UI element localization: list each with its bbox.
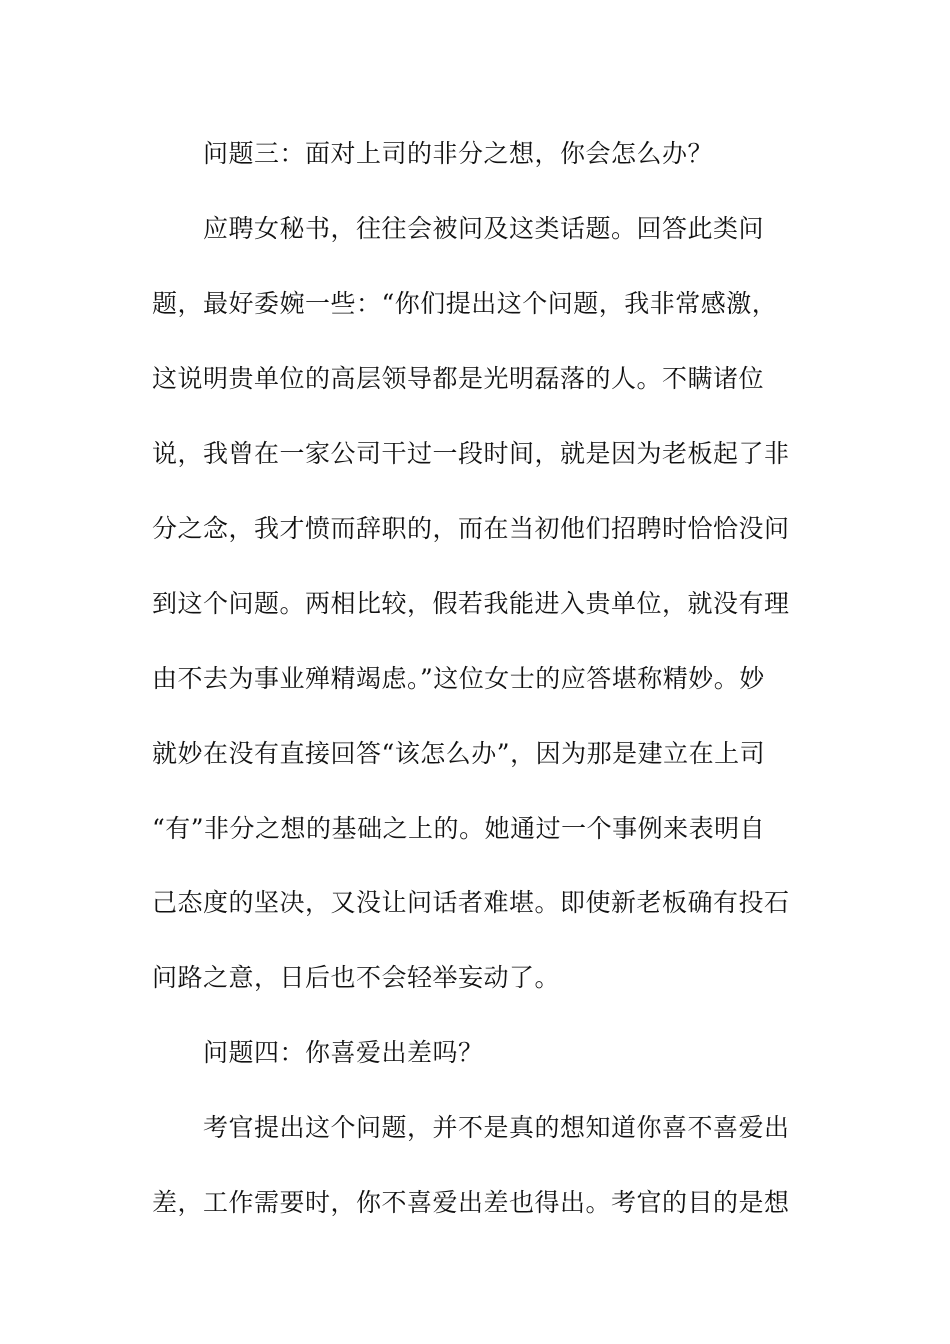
paragraph-line: “有”非分之想的基础之上的。她通过一个事例来表明自	[152, 814, 766, 843]
paragraph-line: 己态度的坚决，又没让问话者难堪。即使新老板确有投石	[152, 888, 790, 917]
question-four-heading: 问题四：你喜爱出差吗？	[203, 1038, 484, 1067]
paragraph-line: 就妙在没有直接回答“该怎么办”，因为那是建立在上司	[152, 739, 766, 768]
paragraph-line: 到这个问题。两相比较，假若我能进入贵单位，就没有理	[152, 589, 790, 618]
paragraph-line: 考官提出这个问题，并不是真的想知道你喜不喜爱出	[203, 1113, 790, 1142]
paragraph-line: 这说明贵单位的高层领导都是光明磊落的人。不瞒诸位	[152, 364, 765, 393]
paragraph-line: 由不去为事业殚精竭虑。”这位女士的应答堪称精妙。妙	[152, 664, 765, 693]
paragraph-line: 差，工作需要时，你不喜爱出差也得出。考官的目的是想	[152, 1188, 790, 1217]
paragraph-line: 问路之意，日后也不会轻举妄动了。	[152, 963, 561, 992]
question-three-heading: 问题三：面对上司的非分之想，你会怎么办？	[203, 139, 714, 168]
paragraph-line: 应聘女秘书，往往会被问及这类话题。回答此类问	[203, 214, 765, 243]
paragraph-line: 说，我曾在一家公司干过一段时间，就是因为老板起了非	[152, 439, 790, 468]
paragraph-line: 分之念，我才愤而辞职的，而在当初他们招聘时恰恰没问	[152, 514, 790, 543]
paragraph-line: 题，最好委婉一些：“你们提出这个问题，我非常感激，	[152, 289, 778, 318]
